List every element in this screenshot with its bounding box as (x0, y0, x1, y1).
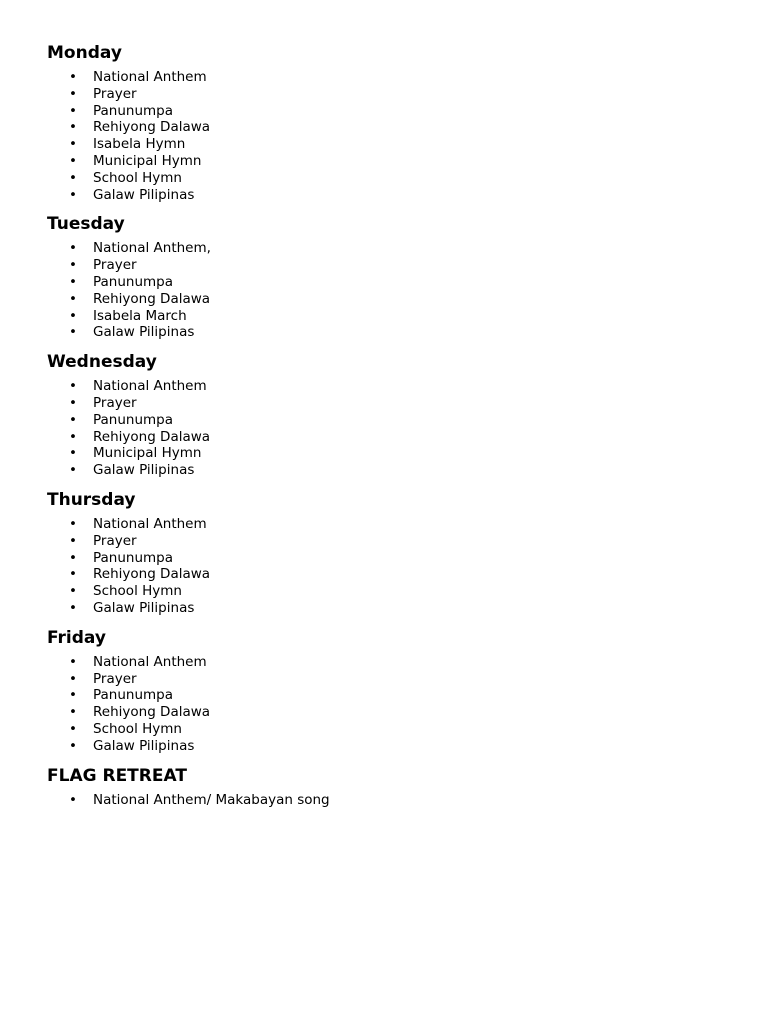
bullet-icon: • (69, 273, 77, 290)
bullet-icon: • (69, 152, 77, 169)
list-item (47, 583, 727, 600)
list-item-text: Prayer (93, 85, 137, 102)
bullet-icon: • (69, 670, 77, 687)
list-item (47, 792, 727, 809)
bullet-icon: • (69, 532, 77, 549)
section-flag-retreat (47, 763, 727, 809)
list-item (47, 395, 727, 412)
list-item (47, 738, 727, 755)
bullet-icon: • (69, 791, 77, 808)
list-item (47, 516, 727, 533)
section-tuesday (47, 211, 727, 341)
list-item (47, 533, 727, 550)
list-item-text: Panunumpa (93, 549, 174, 566)
list-item-text: Rehiyong Dalawa (93, 704, 211, 721)
list-item-text: Panunumpa (93, 273, 174, 290)
list-item (47, 86, 727, 103)
list-item (47, 170, 727, 187)
list-item-text: National Anthem/ Makabayan song (93, 791, 330, 808)
bullet-icon: • (69, 240, 77, 257)
bullet-icon: • (69, 566, 77, 583)
list-item-text: Isabela Hymn (93, 136, 186, 153)
document-body (47, 40, 727, 816)
list-item (47, 550, 727, 567)
item-list (47, 516, 727, 617)
list-item (47, 69, 727, 86)
bullet-icon: • (69, 704, 77, 721)
bullet-icon: • (69, 394, 77, 411)
list-item-text: Municipal Hymn (93, 152, 202, 169)
list-item (47, 378, 727, 395)
section-title: Tuesday (47, 214, 125, 235)
list-item-text: Isabela March (93, 307, 187, 324)
list-item-text: School Hymn (93, 720, 182, 737)
list-item (47, 240, 727, 257)
section-monday (47, 40, 727, 203)
list-item-text: National Anthem (93, 378, 207, 395)
list-item (47, 687, 727, 704)
list-item (47, 566, 727, 583)
list-item-text: Prayer (93, 257, 137, 274)
item-list (47, 378, 727, 479)
bullet-icon: • (69, 599, 77, 616)
bullet-icon: • (69, 69, 77, 85)
bullet-icon: • (69, 102, 77, 119)
list-item (47, 187, 727, 204)
list-item-text: Rehiyong Dalawa (93, 566, 211, 583)
list-item (47, 600, 727, 617)
bullet-icon: • (69, 549, 77, 566)
list-item (47, 308, 727, 325)
list-item-text: Panunumpa (93, 102, 174, 119)
bullet-icon: • (69, 687, 77, 704)
bullet-icon: • (69, 136, 77, 153)
list-item (47, 119, 727, 136)
item-list (47, 792, 727, 809)
list-item (47, 103, 727, 120)
list-item (47, 429, 727, 446)
bullet-icon: • (69, 653, 77, 670)
bullet-icon: • (69, 737, 77, 754)
bullet-icon: • (69, 515, 77, 532)
list-item-text: School Hymn (93, 169, 182, 186)
list-item-text: Prayer (93, 394, 137, 411)
list-item (47, 445, 727, 462)
bullet-icon: • (69, 428, 77, 445)
list-item-text: Galaw Pilipinas (93, 737, 195, 754)
list-item-text: Rehiyong Dalawa (93, 290, 211, 307)
bullet-icon: • (69, 290, 77, 307)
section-title: Thursday (47, 489, 136, 510)
bullet-icon: • (69, 583, 77, 600)
bullet-icon: • (69, 257, 77, 274)
list-item (47, 136, 727, 153)
section-title: Wednesday (47, 352, 157, 373)
list-item-text: Galaw Pilipinas (93, 324, 195, 341)
list-item-text: National Anthem (93, 653, 207, 670)
bullet-icon: • (69, 378, 77, 395)
section-title: Friday (47, 627, 106, 648)
list-item-text: Panunumpa (93, 411, 174, 428)
list-item (47, 462, 727, 479)
list-item-text: Prayer (93, 670, 137, 687)
item-list (47, 69, 727, 203)
list-item (47, 671, 727, 688)
section-friday (47, 625, 727, 755)
bullet-icon: • (69, 720, 77, 737)
bullet-icon: • (69, 85, 77, 102)
bullet-icon: • (69, 119, 77, 136)
section-title: FLAG RETREAT (47, 765, 187, 786)
list-item-text: Municipal Hymn (93, 445, 202, 462)
section-title: Monday (47, 43, 122, 63)
bullet-icon: • (69, 445, 77, 462)
bullet-icon: • (69, 307, 77, 324)
list-item (47, 257, 727, 274)
section-thursday (47, 487, 727, 617)
list-item-text: Rehiyong Dalawa (93, 119, 211, 136)
list-item-text: National Anthem (93, 69, 207, 85)
section-wednesday (47, 349, 727, 479)
list-item (47, 274, 727, 291)
list-item (47, 412, 727, 429)
bullet-icon: • (69, 462, 77, 479)
list-item-text: Rehiyong Dalawa (93, 428, 211, 445)
list-item-text: Prayer (93, 532, 137, 549)
list-item-text: School Hymn (93, 583, 182, 600)
item-list (47, 240, 727, 341)
list-item-text: Panunumpa (93, 687, 174, 704)
list-item-text: National Anthem (93, 515, 207, 532)
list-item-text: Galaw Pilipinas (93, 599, 195, 616)
bullet-icon: • (69, 411, 77, 428)
bullet-icon: • (69, 186, 77, 203)
list-item-text: National Anthem, (93, 240, 211, 257)
bullet-icon: • (69, 169, 77, 186)
item-list (47, 654, 727, 755)
list-item (47, 153, 727, 170)
list-item (47, 324, 727, 341)
list-item (47, 721, 727, 738)
list-item (47, 291, 727, 308)
list-item-text: Galaw Pilipinas (93, 186, 195, 203)
list-item (47, 704, 727, 721)
bullet-icon: • (69, 324, 77, 341)
list-item-text: Galaw Pilipinas (93, 462, 195, 479)
list-item (47, 654, 727, 671)
